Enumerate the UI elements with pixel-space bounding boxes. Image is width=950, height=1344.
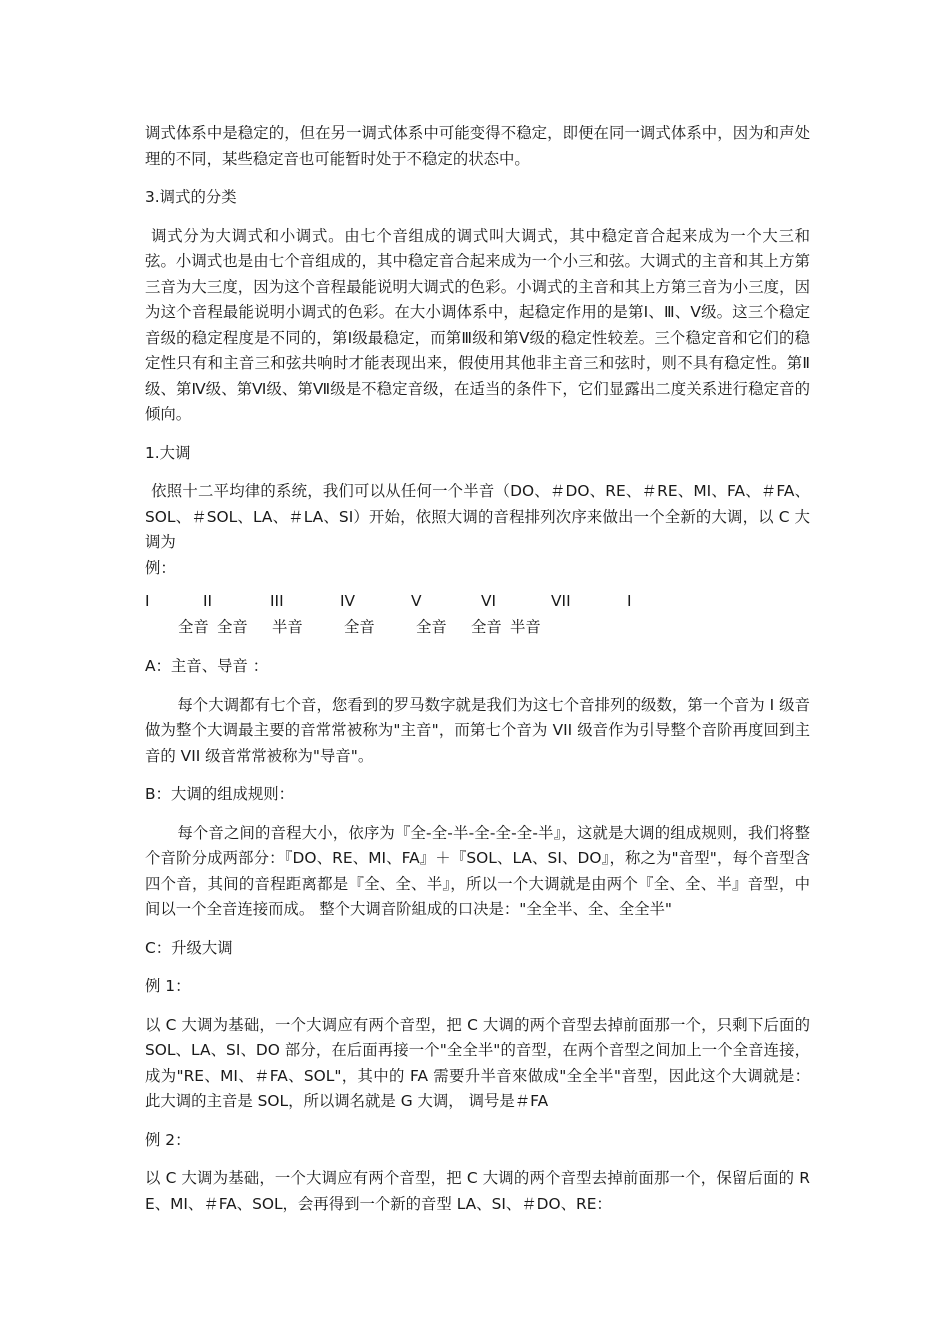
- paragraph-major-intro: [145, 479, 810, 556]
- paragraph-major-line1: 依照十二平均律的系统，我们可以从任何一个半音（DO、＃DO、RE、＃RE、MI、FA、＃FA、SOL、＃SOL、LA、＃LA、SI）开始，依照大调的音程排列次序来做出一个全新的大调，以 C 大调为: [145, 482, 810, 551]
- heading-tonic-leading: A：主音、导音 ：: [145, 657, 269, 675]
- degree-label: I: [627, 592, 632, 610]
- paragraph-example-2: 以 C 大调为基础，一个大调应有两个音型，把 C 大调的两个音型去掉前面那一个，保留后面的 RE、MI、＃FA、SOL，会再得到一个新的音型 LA、SI、＃DO、RE：: [145, 1169, 810, 1213]
- interval-label: 全音: [217, 618, 248, 636]
- interval-label: 半音: [510, 618, 541, 636]
- paragraph-tonic-leading: 每个大调都有七个音，您看到的罗马数字就是我们为这七个音排列的级数，第一个音为 I 级音做为整个大调最主要的音常常被称为"主音"，而第七个音为 VII 级音作为引导整个音阶再度回到主音的 VII 级音常常被称为"导音"。: [145, 695, 810, 765]
- document-page: [145, 121, 810, 1230]
- interval-row: [145, 615, 810, 641]
- interval-label: 全音: [416, 618, 447, 636]
- degree-label: II: [203, 592, 213, 610]
- paragraph-major-rules: 每个音之间的音程大小，依序为『全-全-半-全-全-全-半』，这就是大调的组成规则，我们将整个音阶分成两部分：『DO、RE、MI、FA』＋『SOL、LA、SI、DO』，称之为"音型"，每个音型含四个音，其间的音程距离都是『全、全、半』，所以一个大调就是由两个『全、全、半』音型，中间以一个全音连接而成。 整个大调音阶組成的口决是："全全半、全、全全半": [145, 823, 810, 918]
- degree-label: III: [270, 592, 284, 610]
- interval-label: 半音: [272, 618, 303, 636]
- degree-label: VI: [481, 592, 497, 610]
- paragraph-example-1: 以 C 大调为基础，一个大调应有两个音型，把 C 大调的两个音型去掉前面那一个，只剩下后面的 SOL、LA、SI、DO 部分，在后面再接一个"全全半"的音型，在两个音型之间加上一个全音连接，成为"RE、MI、＃FA、SOL"，其中的 FA 需要升半音來做成"全全半"音型，因此这个大调就是： 此大调的主音是 SOL，所以调名就是 G 大调， 调号是＃FA: [145, 1015, 810, 1110]
- degree-label: V: [411, 592, 422, 610]
- degree-label: I: [145, 592, 150, 610]
- interval-label: 全音: [178, 618, 209, 636]
- heading-example-2: 例 2：: [145, 1130, 191, 1149]
- heading-example-1: 例 1：: [145, 977, 191, 995]
- heading-major-rules: B：大调的组成规则：: [145, 785, 295, 803]
- interval-label: 全音: [471, 618, 502, 636]
- interval-label: 全音: [344, 618, 375, 636]
- heading-classification: 3.调式的分类: [145, 188, 237, 206]
- degree-label: VII: [551, 592, 571, 610]
- paragraph-classification: 调式分为大调式和小调式。由七个音组成的调式叫大调式，其中稳定音合起来成为一个大三和弦。小调式也是由七个音组成的，其中稳定音合起来成为一个小三和弦。大调式的主音和其上方第三音为大三度，因为这个音程最能说明大调式的色彩。小调式的主音和其上方第三音为小三度，因为这个音程最能说明小调式的色彩。在大小调体系中，起稳定作用的是第Ⅰ、Ⅲ、Ⅴ级。这三个稳定音级的稳定程度是不同的，第Ⅰ级最稳定，而第Ⅲ级和第Ⅴ级的稳定性较差。三个稳定音和它们的稳定性只有和主音三和弦共响时才能表现出来，假使用其他非主音三和弦时，则不具有稳定性。第Ⅱ级、第Ⅳ级、第Ⅵ级、第Ⅶ级是不稳定音级，在适当的条件下，它们显露出二度关系进行稳定音的倾向。: [145, 226, 810, 423]
- paragraph-major-example: 例：: [145, 558, 176, 577]
- degree-label: IV: [340, 592, 356, 610]
- heading-major: 1.大调: [145, 443, 191, 462]
- heading-sharp-keys: C：升级大调: [145, 938, 233, 957]
- paragraph-stability: 调式体系中是稳定的，但在另一调式体系中可能变得不稳定，即便在同一调式体系中，因为和声处理的不同，某些稳定音也可能暂时处于不稳定的状态中。: [145, 124, 810, 168]
- scale-degree-row: [145, 589, 810, 615]
